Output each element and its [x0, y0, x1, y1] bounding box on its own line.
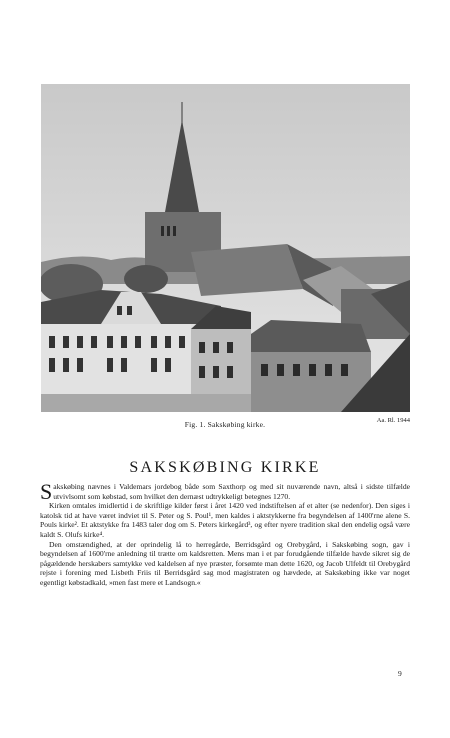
paragraph-1-text: akskøbing nævnes i Valdemars jordebog både som Saxthorp og med sit nuværende navn, altså i sidste tilfælde utvivlsomt som købstad, som hvilket den dernæst udtrykkeligt betegnes 1270. — [53, 482, 410, 501]
church-photograph — [41, 84, 410, 412]
paragraph-3: Den omstændighed, at der oprindelig lå to herregårde, Berridsgård og Orebygård, i Sakskøbing sogn, gav i begyndelsen af 1600'rne anledning til trætte om kaldsretten. Mens man i et par forudgående tilfælde havde sikret sig de pågældende herskabers samtykke ved kaldelsen af nye præster, forsømte man dette 1620, og Jacob Ulfeldt til Orebygård rejste i forening med Lisbeth Friis til Berridsgård sag mod magistraten og hævdede, at Sakskøbing ikke var noget egentligt købstadkald, »men fast mere et Landsogn.« — [40, 539, 410, 587]
paragraph-1 — [40, 479, 410, 504]
paragraph-2: Kirken omtales imidlertid i de skriftlige kilder først i året 1420 ved indstiftelsen af et alter (se nedenfor). Den siges i katolsk tid at have været indviet til S. Peter og S. Poul¹, men kaldes i aktstykkerne fra begyndelsen af 1400'rne alene S. Pouls kirke². Et aktstykke fra 1483 taler dog om S. Peters kirkegård³, og efter nyere tradition skal den endelig også være kaldt S. Olufs kirke⁴. — [40, 501, 410, 539]
drop-cap: S — [40, 479, 53, 504]
page-number: 9 — [398, 669, 402, 678]
figure-caption: Fig. 1. Sakskøbing kirke. — [184, 420, 266, 429]
church-photo-illustration — [41, 84, 410, 412]
article-body — [40, 479, 410, 588]
article-title: SAKSKØBING KIRKE — [129, 459, 321, 476]
photo-credit: Aa. Rl. 1944 — [376, 417, 410, 424]
